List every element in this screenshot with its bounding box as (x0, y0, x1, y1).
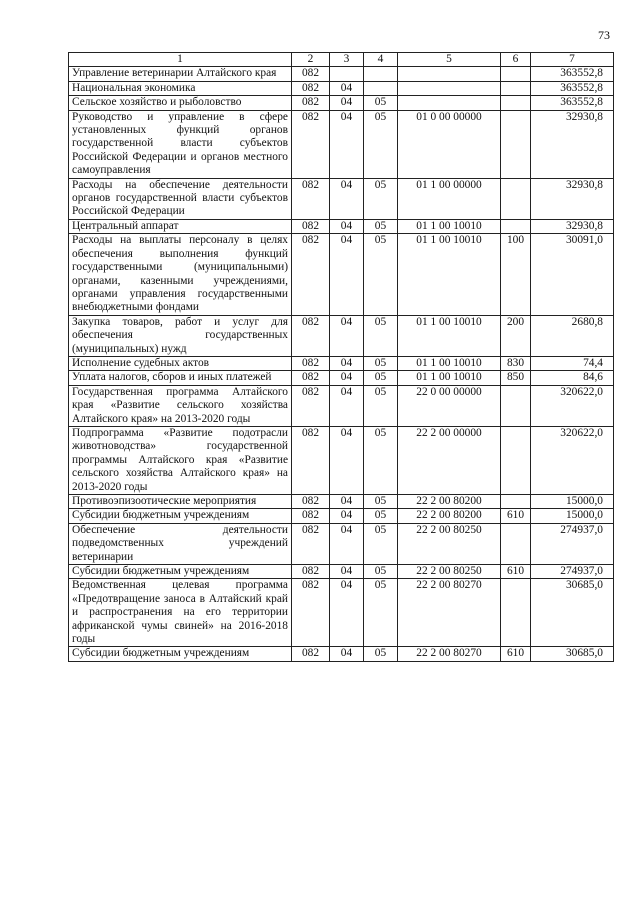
table-row (69, 495, 614, 509)
target-article-cell: 22 2 00 80270 (398, 579, 501, 647)
section-code-cell: 04 (330, 234, 364, 315)
table-row (69, 219, 614, 233)
table-row (69, 579, 614, 647)
section-code-cell: 04 (330, 315, 364, 356)
department-code-cell: 082 (292, 315, 330, 356)
department-code-cell: 082 (292, 67, 330, 81)
section-code-cell: 04 (330, 523, 364, 564)
target-article-cell: 22 2 00 80200 (398, 495, 501, 509)
subsection-code-cell: 05 (364, 219, 398, 233)
expense-name-cell: Подпрограмма «Развитие подотрасли животноводства» государственной программы Алтайского края «Развитие сельского хозяйства Алтайского края» на 2013-2020 годы (69, 426, 292, 494)
subsection-code-cell: 05 (364, 385, 398, 426)
expense-type-cell: 100 (501, 234, 531, 315)
expense-name-cell: Расходы на выплаты персоналу в целях обеспечения выполнения функций государственными (муниципальными) органами, казенными учреждениями, органами управления государственными внебюджетными фондами (69, 234, 292, 315)
department-code-cell: 082 (292, 385, 330, 426)
table-row (69, 96, 614, 110)
expense-name-cell: Центральный аппарат (69, 219, 292, 233)
department-code-cell: 082 (292, 579, 330, 647)
table-body (69, 67, 614, 661)
column-header: 6 (501, 53, 531, 67)
table-row (69, 234, 614, 315)
expense-type-cell (501, 96, 531, 110)
subsection-code-cell: 05 (364, 96, 398, 110)
table-row (69, 523, 614, 564)
column-header: 1 (69, 53, 292, 67)
amount-cell: 74,4 (531, 356, 614, 370)
table-row (69, 647, 614, 661)
department-code-cell: 082 (292, 523, 330, 564)
amount-cell: 32930,8 (531, 178, 614, 219)
expense-name-cell: Руководство и управление в сфере установленных функций органов государственной власти субъектов Российской Федерации и органов местного самоуправления (69, 110, 292, 178)
table-row (69, 565, 614, 579)
section-code-cell: 04 (330, 426, 364, 494)
amount-cell: 15000,0 (531, 495, 614, 509)
amount-cell: 320622,0 (531, 426, 614, 494)
section-code-cell: 04 (330, 565, 364, 579)
target-article-cell: 01 1 00 10010 (398, 356, 501, 370)
expense-type-cell (501, 81, 531, 95)
target-article-cell: 22 2 00 80250 (398, 523, 501, 564)
table-row (69, 67, 614, 81)
expense-type-cell: 850 (501, 371, 531, 385)
expense-name-cell: Уплата налогов, сборов и иных платежей (69, 371, 292, 385)
table-row (69, 509, 614, 523)
column-header: 4 (364, 53, 398, 67)
amount-cell: 2680,8 (531, 315, 614, 356)
subsection-code-cell: 05 (364, 523, 398, 564)
section-code-cell: 04 (330, 495, 364, 509)
section-code-cell: 04 (330, 96, 364, 110)
section-code-cell: 04 (330, 219, 364, 233)
subsection-code-cell: 05 (364, 579, 398, 647)
amount-cell: 363552,8 (531, 96, 614, 110)
expense-type-cell: 830 (501, 356, 531, 370)
section-code-cell: 04 (330, 81, 364, 95)
subsection-code-cell: 05 (364, 565, 398, 579)
section-code-cell (330, 67, 364, 81)
subsection-code-cell: 05 (364, 495, 398, 509)
department-code-cell: 082 (292, 178, 330, 219)
expense-type-cell (501, 495, 531, 509)
table-row (69, 356, 614, 370)
section-code-cell: 04 (330, 110, 364, 178)
expense-name-cell: Ведомственная целевая программа «Предотвращение заноса в Алтайский край и распространения на его территории африканской чумы свиней» на 2016-2018 годы (69, 579, 292, 647)
expense-name-cell: Сельское хозяйство и рыболовство (69, 96, 292, 110)
expense-name-cell: Закупка товаров, работ и услуг для обеспечения государственных (муниципальных) нужд (69, 315, 292, 356)
target-article-cell (398, 81, 501, 95)
table-row (69, 178, 614, 219)
section-code-cell: 04 (330, 579, 364, 647)
subsection-code-cell (364, 67, 398, 81)
amount-cell: 30685,0 (531, 647, 614, 661)
expense-type-cell (501, 178, 531, 219)
department-code-cell: 082 (292, 356, 330, 370)
amount-cell: 363552,8 (531, 67, 614, 81)
department-code-cell: 082 (292, 81, 330, 95)
expense-name-cell: Обеспечение деятельности подведомственных учреждений ветеринарии (69, 523, 292, 564)
department-code-cell: 082 (292, 509, 330, 523)
expense-name-cell: Субсидии бюджетным учреждениям (69, 565, 292, 579)
expense-type-cell (501, 110, 531, 178)
amount-cell: 30685,0 (531, 579, 614, 647)
table-row (69, 426, 614, 494)
expense-type-cell (501, 385, 531, 426)
subsection-code-cell: 05 (364, 371, 398, 385)
column-header: 2 (292, 53, 330, 67)
department-code-cell: 082 (292, 96, 330, 110)
subsection-code-cell: 05 (364, 509, 398, 523)
department-code-cell: 082 (292, 110, 330, 178)
budget-table (68, 52, 614, 662)
expense-name-cell: Расходы на обеспечение деятельности органов государственной власти субъектов Российской Федерации (69, 178, 292, 219)
table-row (69, 315, 614, 356)
subsection-code-cell: 05 (364, 178, 398, 219)
page-number: 73 (598, 28, 610, 42)
expense-type-cell: 610 (501, 647, 531, 661)
target-article-cell: 01 1 00 00000 (398, 178, 501, 219)
amount-cell: 15000,0 (531, 509, 614, 523)
expense-type-cell: 610 (501, 565, 531, 579)
section-code-cell: 04 (330, 371, 364, 385)
section-code-cell: 04 (330, 356, 364, 370)
amount-cell: 84,6 (531, 371, 614, 385)
department-code-cell: 082 (292, 647, 330, 661)
subsection-code-cell (364, 81, 398, 95)
subsection-code-cell: 05 (364, 356, 398, 370)
department-code-cell: 082 (292, 219, 330, 233)
section-code-cell: 04 (330, 647, 364, 661)
target-article-cell: 01 1 00 10010 (398, 315, 501, 356)
target-article-cell: 01 0 00 00000 (398, 110, 501, 178)
table-row (69, 110, 614, 178)
department-code-cell: 082 (292, 426, 330, 494)
expense-name-cell: Противоэпизоотические мероприятия (69, 495, 292, 509)
table-row (69, 371, 614, 385)
table-row (69, 385, 614, 426)
department-code-cell: 082 (292, 495, 330, 509)
subsection-code-cell: 05 (364, 426, 398, 494)
department-code-cell: 082 (292, 234, 330, 315)
amount-cell: 274937,0 (531, 523, 614, 564)
target-article-cell (398, 67, 501, 81)
expense-type-cell (501, 67, 531, 81)
amount-cell: 363552,8 (531, 81, 614, 95)
amount-cell: 30091,0 (531, 234, 614, 315)
target-article-cell: 01 1 00 10010 (398, 371, 501, 385)
expense-name-cell: Субсидии бюджетным учреждениям (69, 647, 292, 661)
amount-cell: 32930,8 (531, 219, 614, 233)
column-header: 5 (398, 53, 501, 67)
amount-cell: 32930,8 (531, 110, 614, 178)
expense-type-cell: 200 (501, 315, 531, 356)
amount-cell: 320622,0 (531, 385, 614, 426)
subsection-code-cell: 05 (364, 234, 398, 315)
amount-cell: 274937,0 (531, 565, 614, 579)
table-row (69, 81, 614, 95)
target-article-cell: 22 2 00 80200 (398, 509, 501, 523)
expense-type-cell (501, 219, 531, 233)
expense-type-cell (501, 426, 531, 494)
expense-type-cell (501, 523, 531, 564)
section-code-cell: 04 (330, 509, 364, 523)
expense-name-cell: Исполнение судебных актов (69, 356, 292, 370)
target-article-cell: 22 2 00 00000 (398, 426, 501, 494)
subsection-code-cell: 05 (364, 315, 398, 356)
target-article-cell (398, 96, 501, 110)
column-header: 7 (531, 53, 614, 67)
column-header: 3 (330, 53, 364, 67)
subsection-code-cell: 05 (364, 647, 398, 661)
target-article-cell: 22 0 00 00000 (398, 385, 501, 426)
expense-type-cell (501, 579, 531, 647)
department-code-cell: 082 (292, 565, 330, 579)
target-article-cell: 22 2 00 80250 (398, 565, 501, 579)
expense-type-cell: 610 (501, 509, 531, 523)
target-article-cell: 22 2 00 80270 (398, 647, 501, 661)
department-code-cell: 082 (292, 371, 330, 385)
expense-name-cell: Субсидии бюджетным учреждениям (69, 509, 292, 523)
section-code-cell: 04 (330, 385, 364, 426)
expense-name-cell: Государственная программа Алтайского края «Развитие сельского хозяйства Алтайского края» на 2013-2020 годы (69, 385, 292, 426)
subsection-code-cell: 05 (364, 110, 398, 178)
expense-name-cell: Управление ветеринарии Алтайского края (69, 67, 292, 81)
target-article-cell: 01 1 00 10010 (398, 219, 501, 233)
header-row (69, 53, 614, 67)
target-article-cell: 01 1 00 10010 (398, 234, 501, 315)
expense-name-cell: Национальная экономика (69, 81, 292, 95)
section-code-cell: 04 (330, 178, 364, 219)
